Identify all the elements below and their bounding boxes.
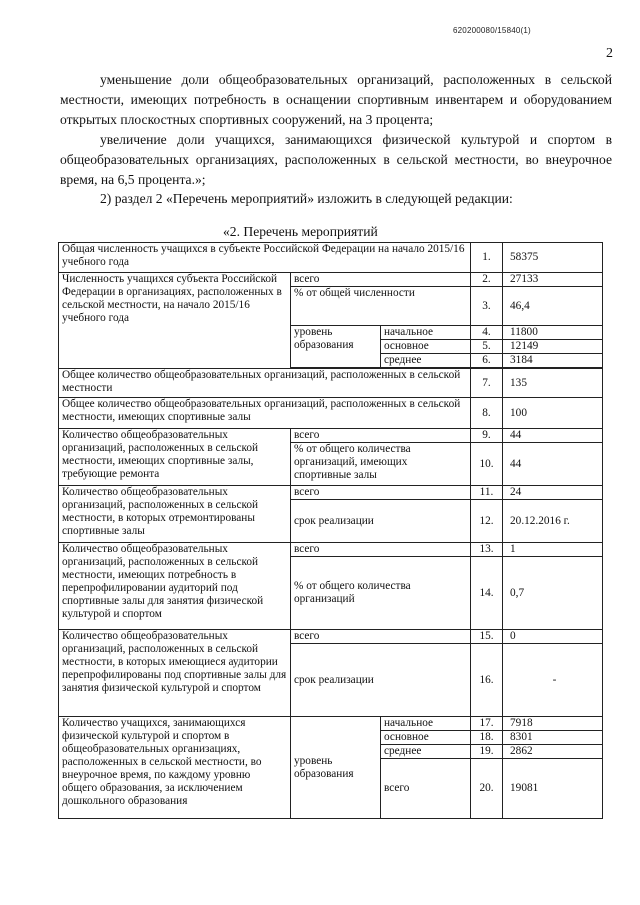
table-row xyxy=(59,243,603,273)
row-value: - xyxy=(503,644,603,717)
level-name: основное xyxy=(381,340,471,354)
row-value: 0,7 xyxy=(503,557,603,630)
row-number: 1. xyxy=(471,243,503,273)
row-label: Количество общеобразовательных организаций, расположенных в сельской местности, имеющих потребность в перепрофилировании аудиторий под спортивные залы для занятия физической культурой и спортом xyxy=(59,543,291,630)
row-number: 9. xyxy=(471,429,503,443)
page-number: 2 xyxy=(606,46,613,61)
row-number: 4. xyxy=(471,326,503,340)
row-label: Численность учащихся субъекта Российской Федерации в организациях, расположенных в сельской местности, на начало 2015/16 учебного года xyxy=(59,273,291,369)
level-label: уровень образования xyxy=(291,326,381,368)
row-number: 12. xyxy=(471,500,503,543)
row-number: 17. xyxy=(471,717,503,731)
row-number: 20. xyxy=(471,759,503,819)
paragraph-1: уменьшение доли общеобразовательных организаций, расположенных в сельской местности, имеющих потребность в оснащении спортивным инвентарем и оборудованием открытых плоскостных спортивных сооружений, на 3 процента; xyxy=(60,72,612,127)
table-row xyxy=(59,369,603,398)
table-row xyxy=(59,486,603,500)
subrow-label: всего xyxy=(291,486,471,500)
row-value: 7918 xyxy=(503,717,603,731)
table-row xyxy=(59,398,603,429)
row-value: 20.12.2016 г. xyxy=(503,500,603,543)
row-value: 3184 xyxy=(503,354,603,368)
subrow-label: % от общей численности xyxy=(291,287,471,326)
subrow-label: срок реализации xyxy=(291,500,471,543)
row-value: 1 xyxy=(503,543,603,557)
level-name: начальное xyxy=(381,717,471,731)
row-number: 6. xyxy=(471,354,503,368)
row-number: 7. xyxy=(471,369,503,398)
row-value: 27133 xyxy=(503,273,603,287)
level-label: уровень образования xyxy=(291,717,381,819)
row-value: 135 xyxy=(503,369,603,398)
subrow-label: % от общего количества организаций, имеющих спортивные залы xyxy=(291,443,471,486)
row-label: Общее количество общеобразовательных организаций, расположенных в сельской местности xyxy=(59,369,471,398)
row-number: 14. xyxy=(471,557,503,630)
row-value: 44 xyxy=(503,429,603,443)
subrow-label: всего xyxy=(291,543,471,557)
row-value: 12149 xyxy=(503,340,603,354)
level-name: среднее xyxy=(381,354,471,368)
row-number: 13. xyxy=(471,543,503,557)
row-number: 5. xyxy=(471,340,503,354)
row-value: 24 xyxy=(503,486,603,500)
row-number: 15. xyxy=(471,630,503,644)
row-number: 19. xyxy=(471,745,503,759)
subrow-label: всего xyxy=(291,273,471,287)
level-name: начальное xyxy=(381,326,471,340)
table-row xyxy=(59,429,603,443)
row-value: 8301 xyxy=(503,731,603,745)
measures-table xyxy=(58,242,603,819)
row-value: 19081 xyxy=(503,759,603,819)
row-value: 100 xyxy=(503,398,603,429)
table-title: «2. Перечень мероприятий xyxy=(223,224,378,239)
table-row xyxy=(59,630,603,644)
row-label: Количество общеобразовательных организаций, расположенных в сельской местности, в которых отремонтированы спортивные залы xyxy=(59,486,291,543)
row-number: 16. xyxy=(471,644,503,717)
row-label: Общая численность учащихся в субъекте Российской Федерации на начало 2015/16 учебного года xyxy=(59,243,471,273)
document-id: 620200080/15840(1) xyxy=(453,26,531,35)
row-value: 2862 xyxy=(503,745,603,759)
row-number: 3. xyxy=(471,287,503,326)
paragraph-2: увеличение доли учащихся, занимающихся физической культурой и спортом в общеобразовательных организациях, расположенных в сельской местности, во внеурочное время, на 6,5 процента.»; xyxy=(60,132,612,187)
subrow-label: срок реализации xyxy=(291,644,471,717)
row-label: Количество учащихся, занимающихся физической культурой и спортом в общеобразовательных организациях, расположенных в сельской местности, во внеурочное время, по каждому уровню общего образования, за исключением дошкольного образования xyxy=(59,717,291,819)
row-value: 58375 xyxy=(503,243,603,273)
row-number: 8. xyxy=(471,398,503,429)
row-value: 11800 xyxy=(503,326,603,340)
subrow-label: % от общего количества организаций xyxy=(291,557,471,630)
row-label: Общее количество общеобразовательных организаций, расположенных в сельской местности, имеющих спортивные залы xyxy=(59,398,471,429)
table-row xyxy=(59,273,603,287)
level-name: всего xyxy=(381,759,471,819)
level-name: среднее xyxy=(381,745,471,759)
level-name: основное xyxy=(381,731,471,745)
row-value: 46,4 xyxy=(503,287,603,326)
paragraph-3: 2) раздел 2 «Перечень мероприятий» изложить в следующей редакции: xyxy=(100,191,513,206)
table-row xyxy=(59,543,603,557)
row-number: 2. xyxy=(471,273,503,287)
row-value: 0 xyxy=(503,630,603,644)
row-label: Количество общеобразовательных организаций, расположенных в сельской местности, имеющих спортивные залы, требующие ремонта xyxy=(59,429,291,486)
subrow-label: всего xyxy=(291,429,471,443)
row-label: Количество общеобразовательных организаций, расположенных в сельской местности, в которых имеющиеся аудитории перепрофилированы под спортивные залы для занятия физической культурой и спортом xyxy=(59,630,291,717)
row-value: 44 xyxy=(503,443,603,486)
row-number: 18. xyxy=(471,731,503,745)
row-number: 10. xyxy=(471,443,503,486)
subrow-label: всего xyxy=(291,630,471,644)
row-number: 11. xyxy=(471,486,503,500)
table-row xyxy=(59,717,603,731)
